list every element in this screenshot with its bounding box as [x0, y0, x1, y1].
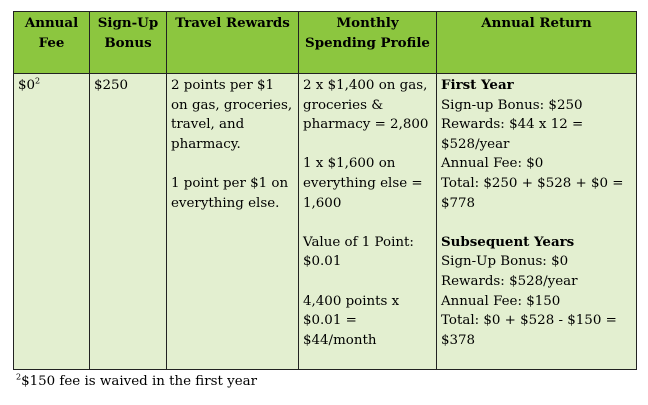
- subsequent-year-line: Total: $0 + $528 - $150 = $378: [441, 313, 617, 348]
- header-monthly-spending: Monthly Spending Profile: [299, 12, 437, 74]
- first-year-line: Rewards: $44 x 12 = $528/year: [441, 117, 584, 152]
- table-row: [14, 74, 637, 370]
- first-year-line: Sign-up Bonus: $250: [441, 97, 583, 113]
- point-value: Value of 1 Point: $0.01: [303, 234, 414, 270]
- subsequent-year-line: Sign-Up Bonus: $0: [441, 254, 569, 270]
- cell-monthly-spending: [299, 74, 437, 370]
- annual-fee-value: $0: [18, 78, 36, 93]
- first-year-line: Total: $250 + $528 + $0 = $778: [441, 175, 624, 211]
- first-year-title: First Year: [441, 77, 514, 93]
- rewards-table-container: [13, 11, 637, 370]
- footnote-text: $150 fee is waived in the first year: [21, 374, 258, 389]
- header-signup-bonus: Sign-Up Bonus: [90, 12, 167, 74]
- subsequent-years-title: Subsequent Years: [441, 233, 575, 250]
- cell-travel-rewards: [167, 74, 299, 370]
- header-annual-return: Annual Return: [437, 12, 637, 74]
- signup-bonus-value: $250: [94, 78, 129, 93]
- first-year-line: Annual Fee: $0: [441, 156, 544, 172]
- footnote-marker: 2: [16, 372, 22, 382]
- cell-signup-bonus: [90, 74, 167, 370]
- header-annual-fee: Annual Fee: [14, 12, 90, 74]
- subsequent-year-line: Rewards: $528/year: [441, 273, 578, 289]
- rewards-comparison-table: [13, 11, 637, 370]
- spending-category-2: 1 x $1,600 on everything else = 1,600: [303, 156, 423, 211]
- footnote-marker: 2: [35, 76, 41, 86]
- travel-rewards-primary: 2 points per $1 on gas, groceries, travel, and pharmacy.: [171, 78, 293, 152]
- header-travel-rewards: Travel Rewards: [167, 12, 299, 74]
- table-header-row: [14, 12, 637, 74]
- travel-rewards-secondary: 1 point per $1 on everything else.: [171, 175, 289, 211]
- monthly-points-value: 4,400 points x $0.01 = $44/month: [303, 293, 400, 348]
- footnote: [16, 374, 257, 389]
- cell-annual-fee: [14, 74, 90, 370]
- subsequent-year-line: Annual Fee: $150: [441, 293, 561, 309]
- spending-category-1: 2 x $1,400 on gas, groceries & pharmacy = 2,800: [303, 78, 429, 133]
- cell-annual-return: [437, 74, 637, 370]
